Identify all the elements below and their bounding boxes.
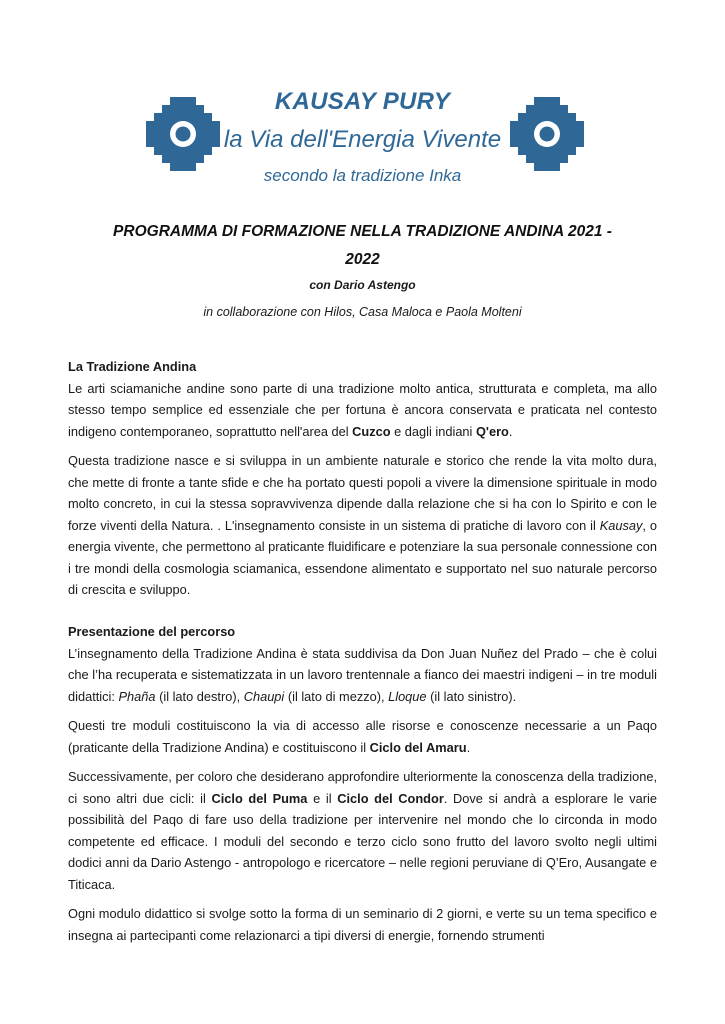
paragraph: L’insegnamento della Tradizione Andina è stata suddivisa da Don Juan Nuñez del Prado – che è colui che l’ha recuperata e sistematizzata in un lavoro trentennale a fianco dei maestri indigeni – in tre moduli didattici: Phaña (il lato destro), Chaupi (il lato di mezzo), Lloque (il lato sinistro). xyxy=(68,645,657,704)
paragraph: Questa tradizione nasce e si sviluppa in un ambiente naturale e storico che rende la vita molto dura, che mette di fronte a tante sfide e che ha portato questi popoli a vivere la dimensione spirituale in modo molto concreto, in cui la stessa sopravvivenza dipende dalla relazione che si ha con lo Spirito e con le forze viventi della Natura. . L'insegnamento consiste in un sistema di pratiche di lavoro con il Kausay, o energia vivente, che permettono al praticante fluidificare e potenziare la sua personale connessione con i tre mondi della cosmologia sciamanica, essendone alimentato e supportato nel suo naturale percorso di crescita e sviluppo. xyxy=(68,453,657,597)
section-presentazione-percorso xyxy=(68,621,657,946)
program-teacher: con Dario Astengo xyxy=(309,278,416,292)
program-title xyxy=(60,218,665,274)
program-title-line1: PROGRAMMA DI FORMAZIONE NELLA TRADIZIONE ANDINA 2021 - xyxy=(113,223,612,240)
brand-subtitle: la Via dell'Energia Vivente xyxy=(223,126,502,153)
section-tradizione-andina xyxy=(68,356,657,601)
section-heading: Presentazione del percorso xyxy=(68,624,236,639)
brand-tagline: secondo la tradizione Inka xyxy=(263,166,462,185)
paragraph: Le arti sciamaniche andine sono parte di una tradizione molto antica, strutturata e completa, ma allo stesso tempo semplice ed essenziale che per fortuna è ancora conservata e praticata nel contesto indigeno contemporaneo, soprattutto nell'area del Cuzco e dagli indiani Q'ero. xyxy=(68,380,657,439)
brand-title: KAUSAY PURY xyxy=(274,88,451,115)
program-collaboration: in collaborazione con Hilos, Casa Maloca e Paola Molteni xyxy=(203,305,522,319)
paragraph: Successivamente, per coloro che desiderano approfondire ulteriormente la conoscenza della tradizione, ci sono altri due cicli: il Ciclo del Puma e il Ciclo del Condor. Dove si andrà a esplorare le varie possibilità del Paqo di fare uso della tradizione per intervenire nel mondo che lo circonda in modo competente ed efficace. I moduli del secondo e terzo ciclo sono frutto del lavoro svolto negli ultimi dodici anni da Dario Astengo - antropologo e ricercatore – nelle regioni peruviane di Q’Ero, Ausangate e Titicaca. xyxy=(68,769,657,892)
paragraph: Questi tre moduli costituiscono la via di accesso alle risorse e conoscenze necessarie a un Paqo (praticante della Tradizione Andina) e costituiscono il Ciclo del Amaru. xyxy=(68,718,657,755)
section-heading: La Tradizione Andina xyxy=(68,359,197,374)
paragraph: Ogni modulo didattico si svolge sotto la forma di un seminario di 2 giorni, e verte su un tema specifico e insegna ai partecipanti come relazionarci a tipi diversi di energie, fornendo strumenti xyxy=(68,906,657,943)
program-title-line2: 2022 xyxy=(345,251,380,268)
